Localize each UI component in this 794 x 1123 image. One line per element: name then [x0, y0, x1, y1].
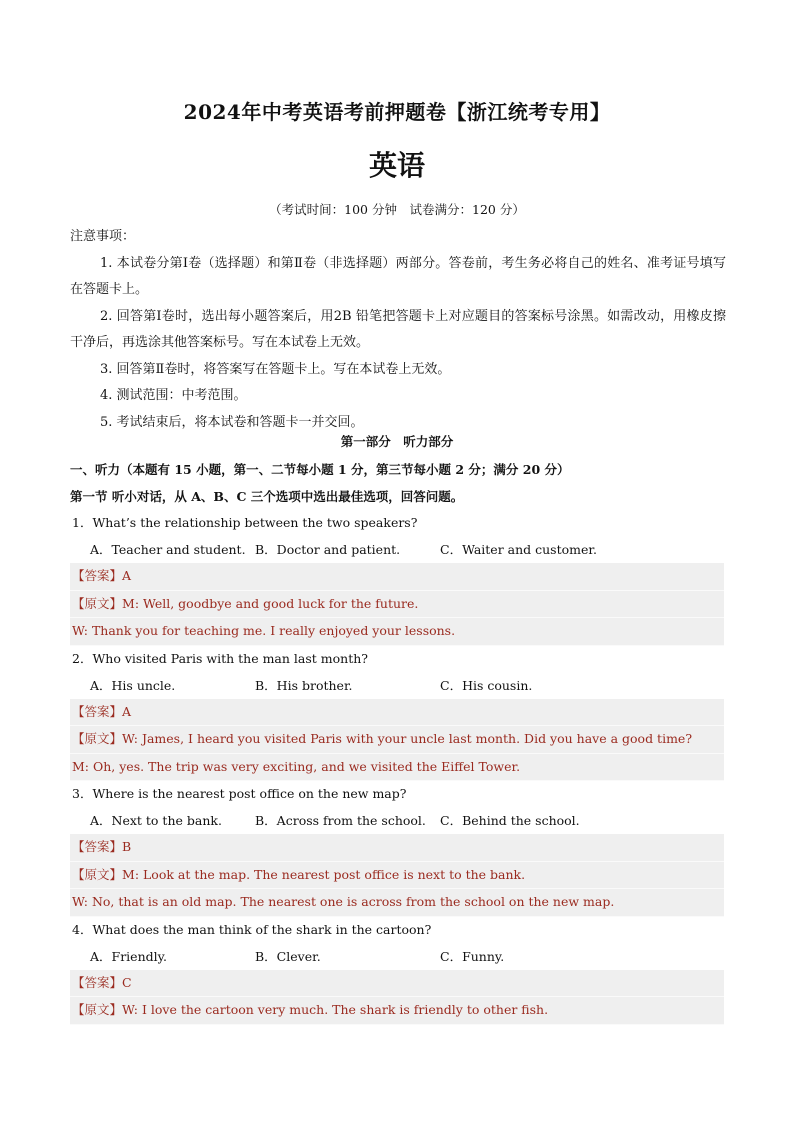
option-c: C．Behind the school. — [440, 813, 580, 828]
question — [70, 917, 724, 1025]
question-stem: 3．Where is the nearest post office on the new map? — [72, 786, 407, 801]
script-line: W: James, I heard you visited Paris with your uncle last month. Did you have a good time? — [122, 731, 693, 746]
subject-title: 英语 — [368, 149, 425, 182]
question — [70, 781, 724, 917]
option-b: B．Doctor and patient. — [255, 542, 401, 557]
answer-row — [70, 970, 724, 998]
script-line: M: Oh, yes. The trip was very exciting, and we visited the Eiffel Tower. — [72, 758, 521, 774]
answer-value: C — [122, 974, 132, 990]
note-item: 3. 回答第Ⅱ卷时，将答案写在答题卡上。写在本试卷上无效。 — [100, 361, 451, 377]
answer-tag: 【答案】 — [72, 974, 123, 990]
option-c: C．His cousin. — [440, 677, 533, 693]
option-c: C．Waiter and customer. — [440, 542, 597, 557]
script-line: W: No, that is an old map. The nearest one is across from the school on the new map. — [72, 894, 615, 909]
script-line: W: I love the cartoon very much. The shark is friendly to other fish. — [122, 1002, 549, 1017]
script-line: M: Well, goodbye and good luck for the future. — [122, 595, 419, 611]
answer-value: A — [122, 568, 132, 583]
options-row — [70, 943, 724, 970]
note-item: 5. 考试结束后，将本试卷和答题卡一并交回。 — [100, 414, 364, 430]
question-stem: 2．Who visited Paris with the man last month? — [72, 650, 368, 666]
question-list — [70, 510, 724, 1025]
options-row — [70, 672, 724, 699]
option-a: A．His uncle. — [90, 677, 176, 693]
notes-section — [70, 224, 726, 436]
note-item: 4. 测试范围：中考范围。 — [100, 388, 247, 403]
script-tag: 【原文】 — [72, 595, 123, 611]
answer-tag: 【答案】 — [72, 568, 123, 583]
option-c: C．Funny. — [440, 948, 505, 964]
answer-row — [70, 834, 724, 862]
script-row — [70, 889, 724, 917]
option-a: A．Friendly. — [90, 948, 167, 964]
answer-value: B — [122, 839, 132, 854]
part-title: 第一部分 听力部分 — [340, 434, 454, 449]
question-stem: 1．What’s the relationship between the two speakers? — [72, 515, 418, 530]
answer-row — [70, 563, 724, 591]
question — [70, 510, 724, 646]
option-b: B．Clever. — [255, 948, 321, 964]
note-item: 1. 本试卷分第Ⅰ卷（选择题）和第Ⅱ卷（非选择题）两部分。答卷前，考生务必将自己的姓名、准考证号填写在答题卡上。 — [70, 255, 726, 297]
script-row — [70, 591, 724, 619]
section-title: 一、听力（本题有 15 小题，第一、二节每小题 1 分，第三节每小题 2 分；满分 20 分） — [70, 462, 570, 477]
option-b: B．His brother. — [255, 677, 353, 693]
script-row — [70, 997, 724, 1025]
notes-heading: 注意事项： — [70, 229, 136, 244]
answer-tag: 【答案】 — [72, 839, 123, 854]
option-a: A．Next to the bank. — [90, 813, 222, 828]
script-row — [70, 726, 724, 754]
options-row — [70, 807, 724, 834]
exam-title: 2024年中考英语考前押题卷【浙江统考专用】 — [183, 100, 611, 124]
answer-value: A — [122, 703, 132, 719]
script-line: M: Look at the map. The nearest post office is next to the bank. — [122, 866, 526, 882]
script-row — [70, 862, 724, 890]
script-row — [70, 754, 724, 782]
question — [70, 646, 724, 782]
script-tag: 【原文】 — [72, 866, 123, 882]
exam-info: （考试时间：100 分钟 试卷满分：120 分） — [269, 202, 525, 217]
option-a: A．Teacher and student. — [90, 542, 246, 557]
question-stem: 4．What does the man think of the shark in the cartoon? — [72, 921, 432, 937]
script-tag: 【原文】 — [72, 731, 123, 746]
note-item: 2. 回答第Ⅰ卷时，选出每小题答案后，用2B 铅笔把答题卡上对应题目的答案标号涂黑。如需改动，用橡皮擦干净后，再选涂其他答案标号。写在本试卷上无效。 — [70, 308, 726, 350]
option-b: B．Across from the school. — [255, 813, 426, 828]
answer-row — [70, 699, 724, 727]
subsection-title: 第一节 听小对话，从 A、B、C 三个选项中选出最佳选项，回答问题。 — [70, 489, 464, 504]
options-row — [70, 536, 724, 563]
script-line: W: Thank you for teaching me. I really enjoyed your lessons. — [72, 623, 456, 638]
script-row — [70, 618, 724, 646]
answer-tag: 【答案】 — [72, 703, 123, 719]
script-tag: 【原文】 — [72, 1002, 123, 1017]
